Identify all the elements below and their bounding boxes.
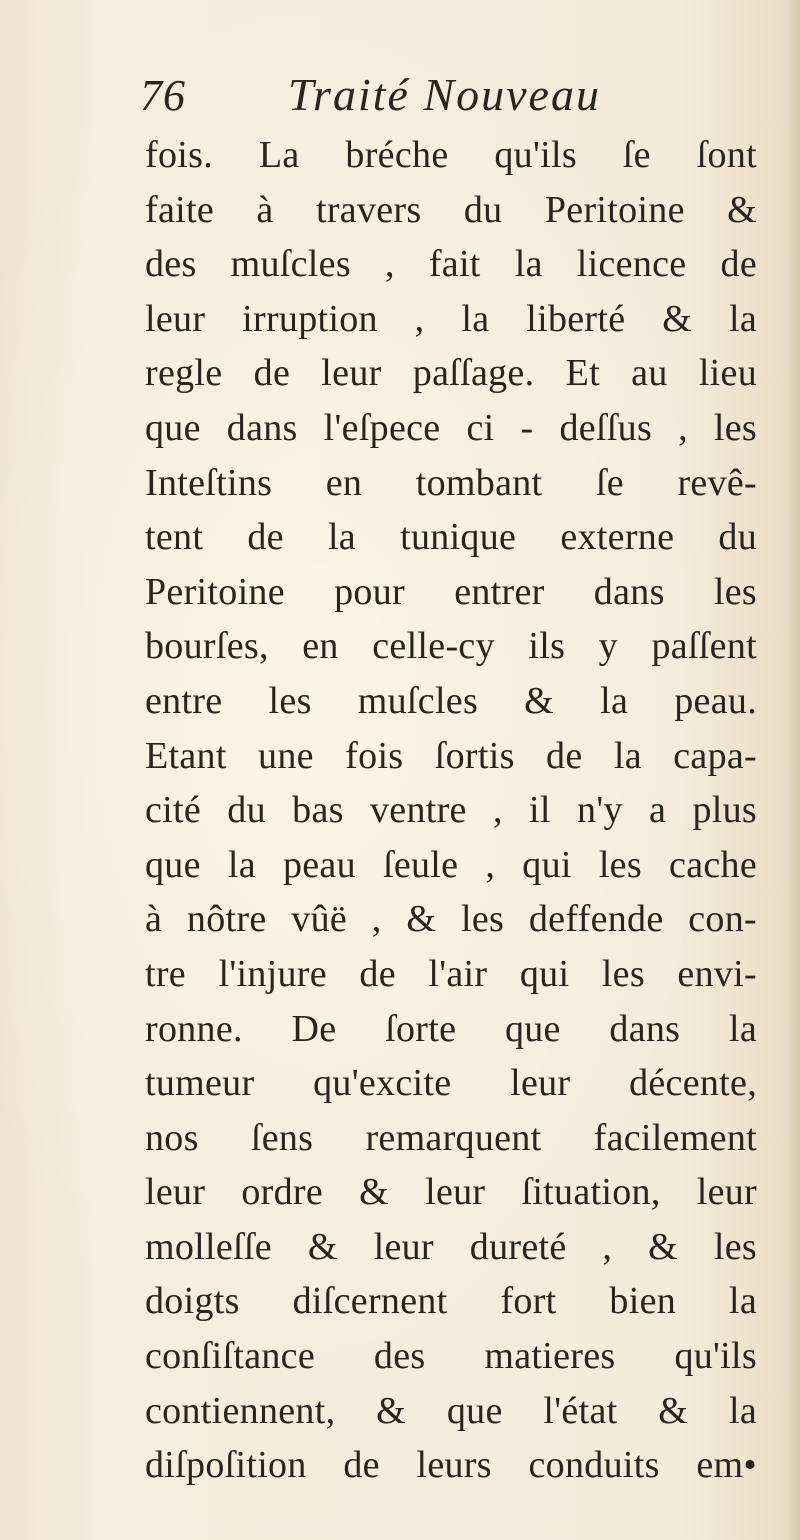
text-line: Peritoine pour entrer dans les <box>145 570 757 613</box>
text-line: Inteſtins en tombant ſe revê- <box>145 461 757 504</box>
text-line: cité du bas ventre , il n'y a plus <box>145 789 757 832</box>
text-line: Etant une fois ſortis de la capa- <box>145 734 757 777</box>
text-line: nos ſens remarquent facilement <box>145 1116 757 1159</box>
running-title: Traité Nouveau <box>288 69 601 120</box>
text-line: entre les muſcles & la peau. <box>145 679 757 722</box>
text-line: doigts diſcernent fort bien la <box>145 1280 757 1323</box>
text-line: tumeur qu'excite leur décente, <box>145 1062 757 1105</box>
text-line: des muſcles , fait la licence de <box>145 243 757 286</box>
text-line: tent de la tunique externe du <box>145 516 757 559</box>
page-number: 76 <box>140 71 186 120</box>
text-line: ronne. De ſorte que dans la <box>145 1007 757 1050</box>
text-line: tre l'injure de l'air qui les envi- <box>145 952 757 995</box>
text-line: que dans l'eſpece ci - deſſus , les <box>145 406 757 449</box>
page-header <box>140 68 700 124</box>
text-line: diſpoſition de leurs conduits em• <box>145 1444 757 1487</box>
text-line: leur irruption , la liberté & la <box>145 297 757 340</box>
text-line: que la peau ſeule , qui les cache <box>145 843 757 886</box>
text-line: à nôtre vûë , & les deffende con- <box>145 898 757 941</box>
text-line: regle de leur paſſage. Et au lieu <box>145 352 757 395</box>
body-text <box>145 128 757 1493</box>
text-line: bourſes, en celle-cy ils y paſſent <box>145 625 757 668</box>
text-line: molleſſe & leur dureté , & les <box>145 1225 757 1268</box>
text-line: faite à travers du Peritoine & <box>145 188 757 231</box>
text-line: leur ordre & leur ſituation, leur <box>145 1171 757 1214</box>
text-line: fois. La bréche qu'ils ſe ſont <box>145 134 757 176</box>
page-edge-shadow <box>786 0 800 1540</box>
text-line: contiennent, & que l'état & la <box>145 1389 757 1432</box>
text-line: conſiſtance des matieres qu'ils <box>145 1335 757 1378</box>
